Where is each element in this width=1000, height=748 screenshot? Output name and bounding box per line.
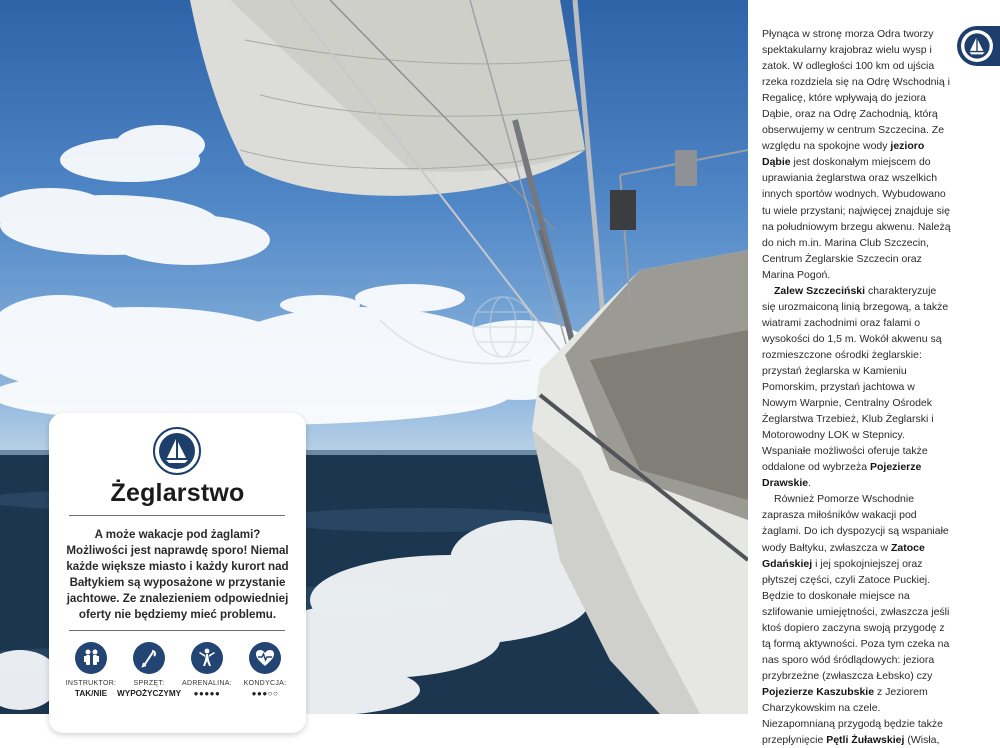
stats-divider [69,630,285,631]
stat-instructor [59,642,123,698]
text-run: i jej spokojniejszej oraz płytszej części, czyli Zatoce Puckiej. Będzie to doskonałe miejsce na szlifowanie umiejętności, zwłaszcza jeśli ktoś dopiero zaczyna swoją przygodę z tą formą aktywności. Poza tym czeka na nas sporo wód śródlądowych: jeziora przybrzeżne (zwłaszcza Łebsko) czy [762,557,950,682]
stat-label: KONDYCJA: [243,680,287,687]
text-run: charakteryzuje się urozmaiconą linią brzegową, a także wiatrami zachodnimi oraz falami o wysokości do 1,5 m. Wokół akwenu są rozmieszczone ośrodki żeglarskie: przystań żeglarska w Kamieniu Pomorskim, przystań jachtowa w Nowym Warpnie, Centralny Ośrodek Żeglarstwa Trzebież, Klub Żeglarski i Motorowodny LOK w Stepnicy. Wspaniałe możliwości oferuje także oddalone od wybrzeża [762,284,949,474]
fitness-dots: ●●●○○ [251,689,279,698]
adrenaline-dots: ●●●●● [193,689,221,698]
paragraph-zalew [762,283,952,492]
section-badge [957,26,1000,66]
stat-adrenaline [175,642,239,698]
stat-fitness [233,642,297,698]
bold-term: Pojezierze Kaszubskie [762,685,875,698]
bold-term: Zatoce Gdańskiej [762,541,925,570]
stat-value: WYPOŻYCZYMY [117,689,182,698]
heartbeat-icon [249,642,281,674]
bold-term: Pojezierze Drawskie [762,461,922,490]
paragraph-pomorze [762,491,952,748]
stat-equipment [117,642,181,698]
instructor-icon [75,642,107,674]
text-run: z Jeziorem Charzykowskim na czele. Niezapomnianą przygodą będzie także przepłynięcie [762,685,943,747]
card-description: A może wakacje pod żaglami? Możliwości jest naprawdę sporo! Niemal każde większe miasto i każdy kurort nad Bałtykiem są wyposażone w przystanie jachtowe. Ze znalezieniem odpowiedniej oferty nie będziemy mieć problemu. [66,528,289,622]
stat-label: ADRENALINA: [182,680,232,687]
article-column [762,26,952,748]
text-run: Również Pomorze Wschodnie zaprasza miłośników wakacji pod żaglami. Do ich dyspozycji są wspaniałe wody Bałtyku, zwłaszcza w [762,493,949,554]
sailboat-icon [153,427,201,475]
bold-term: jezioro Dąbie [762,140,925,169]
equipment-icon [133,642,165,674]
sailboat-badge-icon [961,30,993,62]
text-run: . [808,477,812,490]
card-title: Żeglarstwo [110,479,245,507]
title-divider [69,515,285,516]
stat-label: INSTRUKTOR: [65,680,117,687]
paragraph-odra [762,26,952,283]
stat-label: SPRZĘT: [133,680,165,687]
text-run: (Wisła, [904,734,940,747]
activity-card [49,413,306,733]
stat-value: TAK/NIE [74,689,108,698]
bold-term: Zalew Szczeciński [774,284,866,297]
bold-term: Pętli Żuławskiej [826,734,905,747]
text-run: Płynąca w stronę morza Odra tworzy spektakularny krajobraz wielu wysp i zatok. W odległości 100 km od ujścia rzeka rozdziela się na Odrę Wschodnią i Regalicę, które wpływają do jeziora Dąbie, oraz na Odrę Zachodnią, którą obserwujemy w centrum Szczecina. Ze względu na spokojne wody [762,28,950,153]
text-run: jest doskonałym miejscem do uprawiania żeglarstwa oraz wszelkich innych sportów wodnych. Wybudowano tu wiele przystani; najwięcej znajduje się na południowym brzegu akwenu. Należą do nich m.in. Marina Club Szczecin, Centrum Żeglarskie Szczecin oraz Marina Pogoń. [762,156,951,281]
adrenaline-icon [191,642,223,674]
